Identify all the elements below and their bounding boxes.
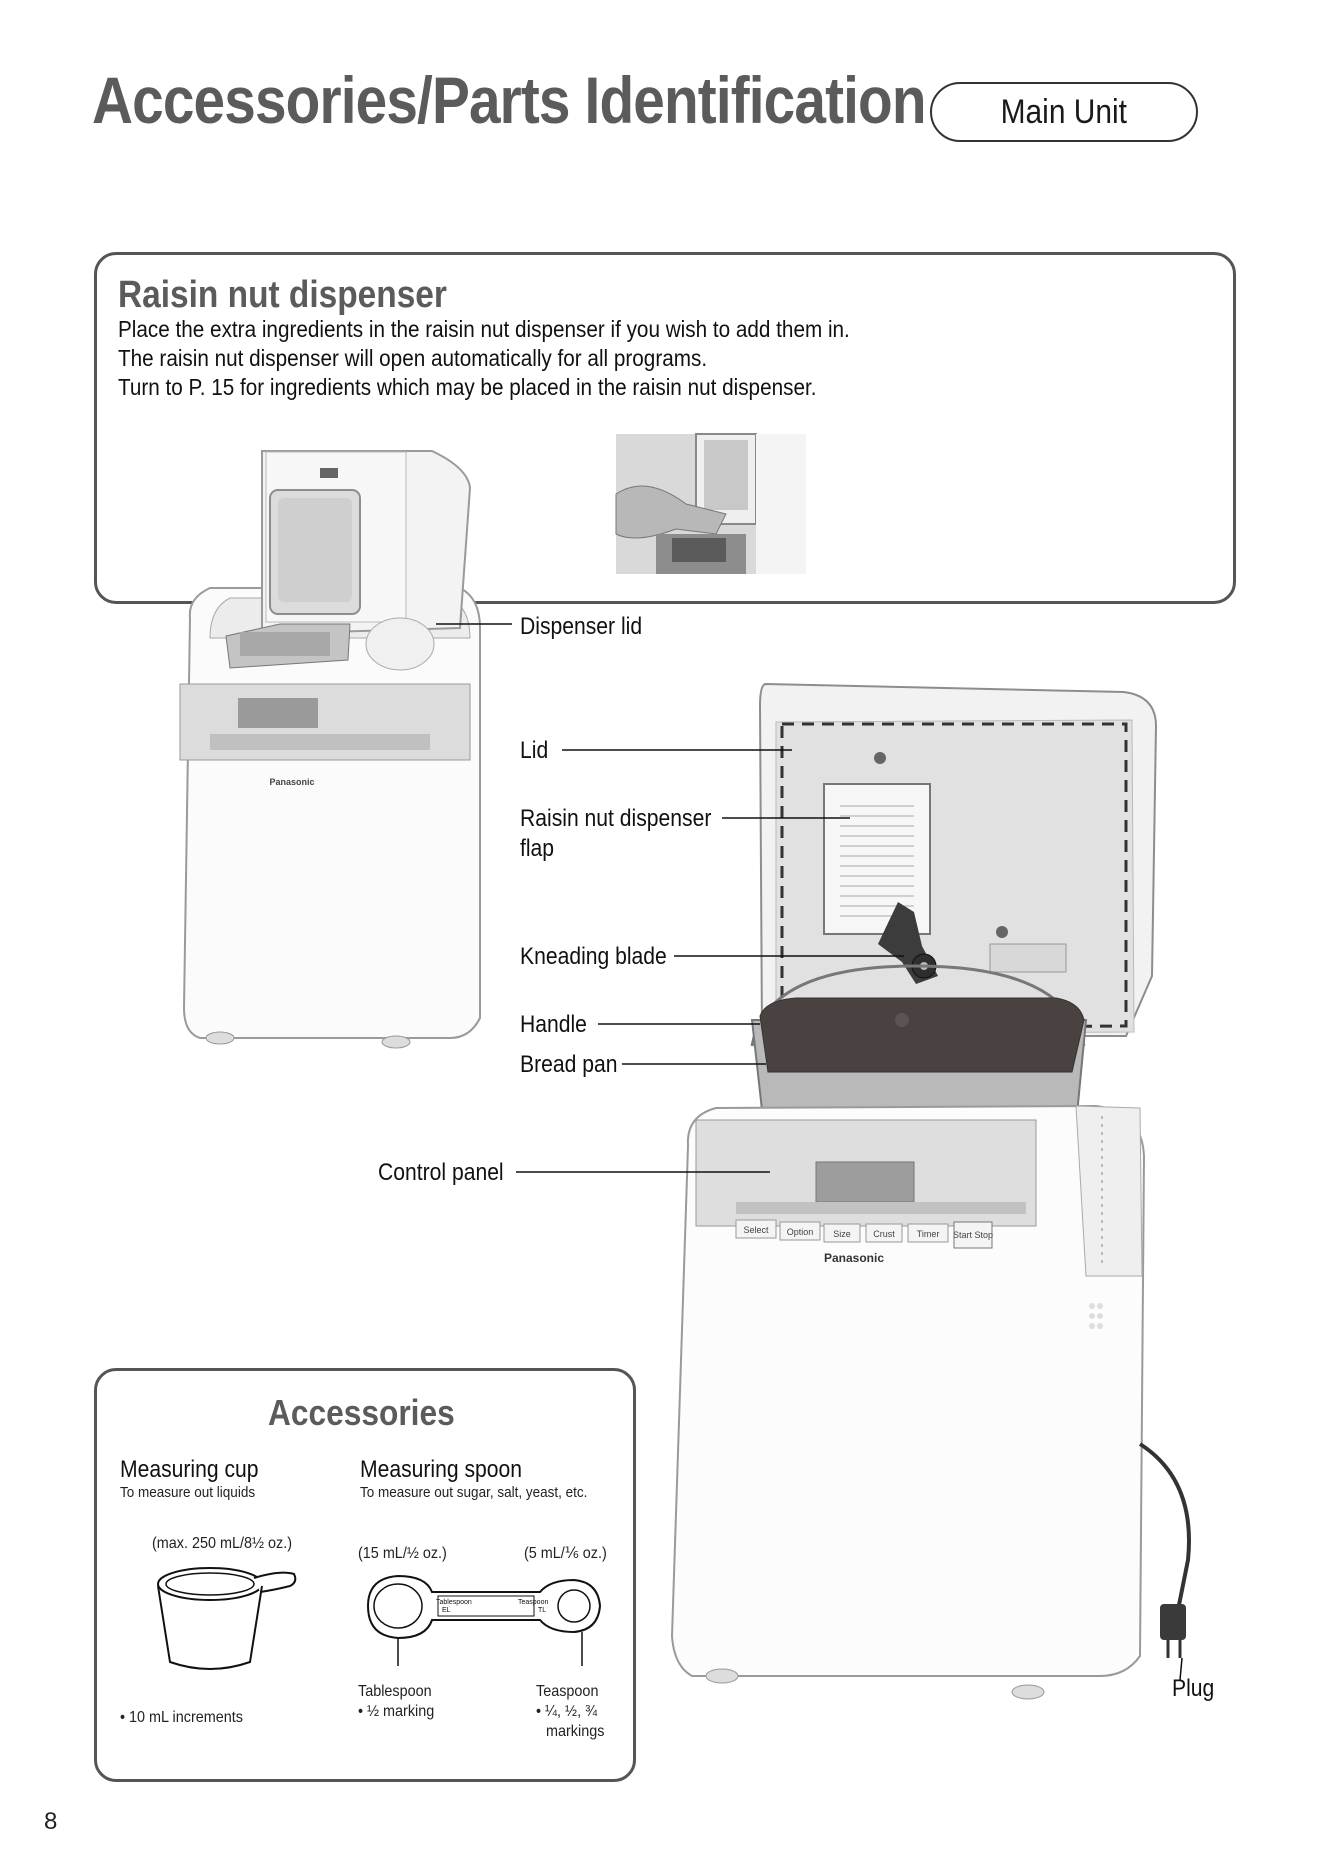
measuring-cup-note: • 10 mL increments [120, 1709, 243, 1726]
measuring-cup-illustration [150, 1560, 300, 1680]
panel-button-size: Size [833, 1229, 851, 1239]
measuring-cup-heading: Measuring cup [120, 1456, 259, 1483]
dispenser-heading: Raisin nut dispenser [118, 274, 447, 316]
teaspoon-label: Teaspoon [536, 1683, 599, 1700]
measuring-spoon-illustration [360, 1566, 616, 1676]
label-control-panel: Control panel [378, 1159, 504, 1186]
teaspoon-note-2: markings [546, 1723, 605, 1740]
section-tag-label: Main Unit [1000, 92, 1128, 131]
label-raisin-flap-line1: Raisin nut dispenser [520, 805, 712, 832]
measuring-cup-capacity: (max. 250 mL/8½ oz.) [152, 1535, 293, 1552]
tablespoon-note: • ½ marking [358, 1703, 435, 1720]
label-raisin-flap-line2: flap [520, 835, 555, 862]
tablespoon-label: Tablespoon [358, 1683, 432, 1700]
measuring-spoon-subtitle: To measure out sugar, salt, yeast, etc. [360, 1484, 588, 1501]
svg-text:Panasonic: Panasonic [269, 777, 315, 787]
tablespoon-engraving-code: EL [442, 1607, 451, 1614]
dispenser-text-line-3: Turn to P. 15 for ingredients which may be placed in the raisin nut dispenser. [118, 374, 817, 400]
label-bread-pan: Bread pan [520, 1051, 618, 1078]
accessories-title: Accessories [268, 1392, 455, 1433]
tablespoon-capacity: (15 mL/½ oz.) [358, 1545, 447, 1562]
measuring-spoon-heading: Measuring spoon [360, 1456, 523, 1483]
panel-button-start-stop: Start Stop [952, 1230, 994, 1240]
dispenser-text-line-2: The raisin nut dispenser will open automatically for all programs. [118, 345, 708, 371]
measuring-cup-subtitle: To measure out liquids [120, 1484, 256, 1501]
tablespoon-engraving: Tablespoon [436, 1599, 472, 1606]
page-number: 8 [44, 1808, 58, 1835]
panel-button-option: Option [786, 1227, 814, 1237]
panel-button-select: Select [743, 1225, 769, 1235]
label-lid: Lid [520, 737, 549, 764]
teaspoon-engraving: Teaspoon [518, 1599, 549, 1606]
teaspoon-capacity: (5 mL/⅙ oz.) [524, 1545, 607, 1562]
page-title: Accessories/Parts Identification [92, 63, 926, 137]
label-handle: Handle [520, 1011, 587, 1038]
label-dispenser-lid: Dispenser lid [520, 613, 643, 640]
label-kneading-blade: Kneading blade [520, 943, 667, 970]
panel-button-timer: Timer [916, 1229, 940, 1239]
dispenser-text-line-1: Place the extra ingredients in the raisin nut dispenser if you wish to add them in. [118, 316, 850, 342]
teaspoon-engraving-code: TL [538, 1607, 547, 1614]
teaspoon-note-1: • ¼, ½, ¾ [536, 1703, 598, 1720]
label-plug: Plug [1172, 1675, 1215, 1702]
brand-logo: Panasonic [823, 1251, 885, 1265]
panel-button-crust: Crust [873, 1229, 895, 1239]
